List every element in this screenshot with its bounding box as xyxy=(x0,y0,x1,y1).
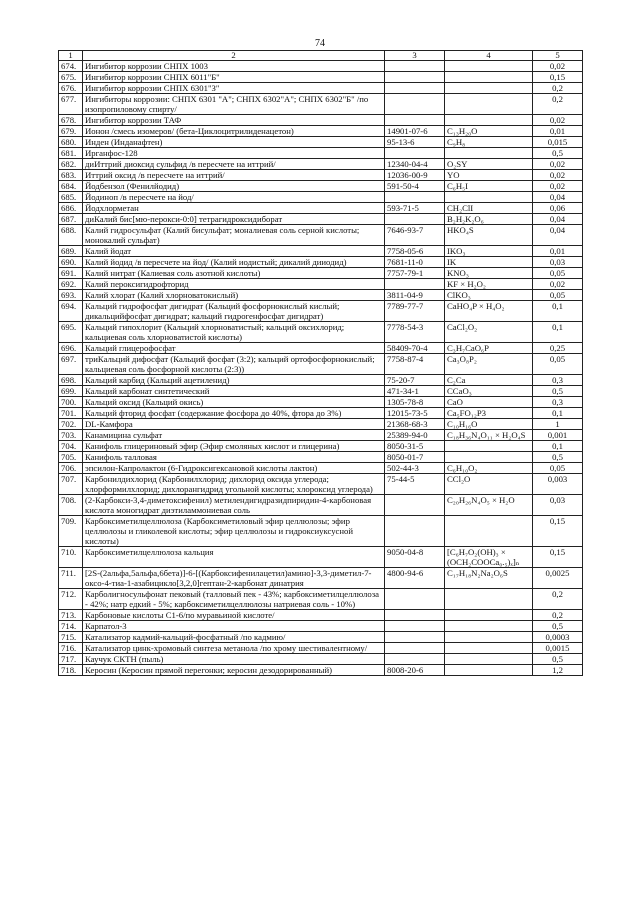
substance-name: Калий нитрат (Калиевая соль азотной кислоты) xyxy=(83,268,385,279)
table-row xyxy=(59,83,583,94)
limit-value: 1 xyxy=(533,419,583,430)
substance-name: Ингибитор коррозии ТАФ xyxy=(83,115,385,126)
limit-value: 0,06 xyxy=(533,203,583,214)
table-row xyxy=(59,621,583,632)
table-row xyxy=(59,257,583,268)
table-row xyxy=(59,343,583,354)
cas-number: 25389-94-0 xyxy=(385,430,445,441)
chemical-formula xyxy=(445,83,533,94)
limit-value: 0,0003 xyxy=(533,632,583,643)
substance-name: Йодбензол (Фенилйодид) xyxy=(83,181,385,192)
col-header-5: 5 xyxy=(533,51,583,61)
col-header-3: 3 xyxy=(385,51,445,61)
table-row xyxy=(59,516,583,547)
cas-number: 8050-31-5 xyxy=(385,441,445,452)
cas-number xyxy=(385,621,445,632)
row-number: 715. xyxy=(59,632,83,643)
table-row xyxy=(59,610,583,621)
table-row xyxy=(59,375,583,386)
substance-name: Карболигносульфонат пековый (талловый пек - 43%; карбоксиметилцеллюлоза - 42%; натр едкий - 5%; карбоксиметилцеллюлозы натриевая соль - 10%) xyxy=(83,589,385,610)
limit-value: 0,5 xyxy=(533,621,583,632)
row-number: 700. xyxy=(59,397,83,408)
cas-number: 7778-54-3 xyxy=(385,322,445,343)
table-row xyxy=(59,589,583,610)
chemical-formula: CaCl₂O₂ xyxy=(445,322,533,343)
row-number: 679. xyxy=(59,126,83,137)
row-number: 689. xyxy=(59,246,83,257)
row-number: 713. xyxy=(59,610,83,621)
limit-value: 0,15 xyxy=(533,516,583,547)
limit-value: 0,3 xyxy=(533,397,583,408)
substance-name: триКальций дифосфат (Кальций фосфат (3:2); кальций ортофосфорнокислый; кальциевая соль фосфорной кислоты (2:3)) xyxy=(83,354,385,375)
row-number: 718. xyxy=(59,665,83,676)
limit-value: 0,04 xyxy=(533,192,583,203)
limit-value: 0,02 xyxy=(533,61,583,72)
limit-value: 0,015 xyxy=(533,137,583,148)
cas-number xyxy=(385,516,445,547)
row-number: 693. xyxy=(59,290,83,301)
table-row xyxy=(59,495,583,516)
chemical-formula xyxy=(445,452,533,463)
substance-name: Карбоксиметилцеллюлоза (Карбоксиметиловый эфир целлюлозы; эфир целлюлозы и гликолевой кислоты; эфир целлюлозы и гидроксиуксусной кислоты) xyxy=(83,516,385,547)
cas-number xyxy=(385,589,445,610)
limit-value: 0,01 xyxy=(533,126,583,137)
limit-value: 0,001 xyxy=(533,430,583,441)
cas-number: 7789-77-7 xyxy=(385,301,445,322)
row-number: 716. xyxy=(59,643,83,654)
table-row xyxy=(59,126,583,137)
limit-value: 0,003 xyxy=(533,474,583,495)
col-header-2: 2 xyxy=(83,51,385,61)
limit-value: 0,05 xyxy=(533,290,583,301)
row-number: 695. xyxy=(59,322,83,343)
row-number: 676. xyxy=(59,83,83,94)
cas-number: 7757-79-1 xyxy=(385,268,445,279)
cas-number xyxy=(385,61,445,72)
limit-value: 0,04 xyxy=(533,225,583,246)
substance-name: диИттрий диоксид сульфид /в пересчете на иттрий/ xyxy=(83,159,385,170)
col-header-4: 4 xyxy=(445,51,533,61)
cas-number: 471-34-1 xyxy=(385,386,445,397)
cas-number: 12036-00-9 xyxy=(385,170,445,181)
limit-value: 0,02 xyxy=(533,170,583,181)
substance-name: Калий гидросульфат (Калий бисульфат; моналиевая соль серной кислоты; монокалий сульфат) xyxy=(83,225,385,246)
chemical-formula xyxy=(445,589,533,610)
chemical-formula: B₂H₂K₂O₆ xyxy=(445,214,533,225)
substance-name: Ингибитор коррозии СНПХ 6011"Б" xyxy=(83,72,385,83)
cas-number: 12340-04-4 xyxy=(385,159,445,170)
table-row xyxy=(59,665,583,676)
substance-name: Ингибитор коррозии СНПХ 6301"З" xyxy=(83,83,385,94)
substance-name: Калий йодат xyxy=(83,246,385,257)
substance-name: [2S-(2альфа,5альфа,6бета)]-6-[(Карбоксифенилацетил)амино]-3,3-диметил-7-оксо-4-тиа-1-азабицикло[3,2,0]гептан-2-карбонат динатрия xyxy=(83,568,385,589)
substance-name: Ингибитор коррозии СНПХ 1003 xyxy=(83,61,385,72)
cas-number xyxy=(385,94,445,115)
table-row xyxy=(59,419,583,430)
substance-name: Инден (Инданафтен) xyxy=(83,137,385,148)
row-number: 678. xyxy=(59,115,83,126)
substance-name: Йодиноп /в пересчете на йод/ xyxy=(83,192,385,203)
chemical-formula: CH₂ClI xyxy=(445,203,533,214)
row-number: 709. xyxy=(59,516,83,547)
table-row xyxy=(59,654,583,665)
cas-number: 502-44-3 xyxy=(385,463,445,474)
limit-value: 0,03 xyxy=(533,257,583,268)
substance-name: Калий йодид /в пересчете на йод/ (Калий иодистый; дикалий дииодид) xyxy=(83,257,385,268)
table-row xyxy=(59,568,583,589)
table-row xyxy=(59,397,583,408)
row-number: 694. xyxy=(59,301,83,322)
limit-value: 0,2 xyxy=(533,83,583,94)
substance-name: Кальций оксид (Кальций окись) xyxy=(83,397,385,408)
limit-value: 0,05 xyxy=(533,354,583,375)
chemical-formula: C₆H₅I xyxy=(445,181,533,192)
table-row xyxy=(59,94,583,115)
row-number: 711. xyxy=(59,568,83,589)
chemical-formula xyxy=(445,516,533,547)
cas-number: 7681-11-0 xyxy=(385,257,445,268)
cas-number xyxy=(385,610,445,621)
chemical-formula: Ca₅FO₁₂P3 xyxy=(445,408,533,419)
row-number: 677. xyxy=(59,94,83,115)
table-row xyxy=(59,214,583,225)
cas-number: 7758-05-6 xyxy=(385,246,445,257)
cas-number xyxy=(385,214,445,225)
substance-name: Карбоксиметилцеллюлоза кальция xyxy=(83,547,385,568)
row-number: 683. xyxy=(59,170,83,181)
row-number: 692. xyxy=(59,279,83,290)
cas-number: 12015-73-5 xyxy=(385,408,445,419)
substance-name: Кальций карбид (Кальций ацетиленид) xyxy=(83,375,385,386)
cas-number: 591-50-4 xyxy=(385,181,445,192)
substance-name: эпсилон-Капролактон (6-Гидроксигексановой кислоты лактон) xyxy=(83,463,385,474)
table-row xyxy=(59,246,583,257)
substance-name: DL-Камфора xyxy=(83,419,385,430)
cas-number xyxy=(385,72,445,83)
cas-number: 9050-04-8 xyxy=(385,547,445,568)
substance-name: Карбоновые кислоты С1-6/по муравьиной кислоте/ xyxy=(83,610,385,621)
chemical-formula: [C₆H₇O₂(OH)₃ × (OCH₂COOCa₀.₅)ₓ]ₙ xyxy=(445,547,533,568)
chemical-formula: C₁₇H₁₈N₂Na₂O₆S xyxy=(445,568,533,589)
chemical-formula xyxy=(445,665,533,676)
chemical-formula: KNO₃ xyxy=(445,268,533,279)
cas-number: 95-13-6 xyxy=(385,137,445,148)
substance-name: Карбонилдихлорид (Карбонилхлорид; дихлорид оксида углерода; хлорформилхлорид; дихлорангидрид угольной кислоты; хлороксид углерода) xyxy=(83,474,385,495)
row-number: 686. xyxy=(59,203,83,214)
table-row xyxy=(59,170,583,181)
table-row xyxy=(59,463,583,474)
limit-value: 0,01 xyxy=(533,246,583,257)
substance-name: (2-Карбокси-3,4-диметоксифенил) метилендигидразидпиридин-4-карбоновая кислота моногидрат диэтиламмониевая соль xyxy=(83,495,385,516)
row-number: 699. xyxy=(59,386,83,397)
limit-value: 0,1 xyxy=(533,322,583,343)
chemical-formula: C₉H₈ xyxy=(445,137,533,148)
col-header-1: 1 xyxy=(59,51,83,61)
table-row xyxy=(59,643,583,654)
chemical-formula: IK xyxy=(445,257,533,268)
page-number: 74 xyxy=(315,38,325,49)
table-row xyxy=(59,137,583,148)
limit-value: 0,05 xyxy=(533,463,583,474)
cas-number xyxy=(385,192,445,203)
chemical-formula xyxy=(445,94,533,115)
cas-number xyxy=(385,279,445,290)
row-number: 705. xyxy=(59,452,83,463)
row-number: 675. xyxy=(59,72,83,83)
substance-name: Канамицина сульфат xyxy=(83,430,385,441)
substance-name: диКалий бис[мю-перокси-0:0] тетрагидроксидиборат xyxy=(83,214,385,225)
row-number: 714. xyxy=(59,621,83,632)
row-number: 701. xyxy=(59,408,83,419)
limit-value: 0,02 xyxy=(533,159,583,170)
row-number: 690. xyxy=(59,257,83,268)
cas-number: 4800-94-6 xyxy=(385,568,445,589)
row-number: 687. xyxy=(59,214,83,225)
row-number: 685. xyxy=(59,192,83,203)
row-number: 712. xyxy=(59,589,83,610)
substance-name: Катализатор кадмий-кальций-фосфатный /по кадмию/ xyxy=(83,632,385,643)
substance-name: Калий пероксигидрофторид xyxy=(83,279,385,290)
cas-number xyxy=(385,148,445,159)
chemical-formula xyxy=(445,632,533,643)
row-number: 708. xyxy=(59,495,83,516)
table-row xyxy=(59,474,583,495)
substance-name: Кальций гипохлорит (Кальций хлорноватистый; кальций оксихлорид; кальциевая соль хлорноватистой кислоты) xyxy=(83,322,385,343)
substance-table xyxy=(58,50,583,676)
header-row xyxy=(59,51,583,61)
table-row xyxy=(59,148,583,159)
table-row xyxy=(59,72,583,83)
limit-value: 0,04 xyxy=(533,214,583,225)
row-number: 696. xyxy=(59,343,83,354)
table-row xyxy=(59,322,583,343)
limit-value: 0,25 xyxy=(533,343,583,354)
table-row xyxy=(59,290,583,301)
table-row xyxy=(59,203,583,214)
limit-value: 0,1 xyxy=(533,301,583,322)
substance-name: Канифоль талловая xyxy=(83,452,385,463)
cas-number: 14901-07-6 xyxy=(385,126,445,137)
chemical-formula xyxy=(445,61,533,72)
table-row xyxy=(59,115,583,126)
limit-value: 0,1 xyxy=(533,408,583,419)
substance-name: Карпатол-3 xyxy=(83,621,385,632)
limit-value: 0,0025 xyxy=(533,568,583,589)
cas-number xyxy=(385,495,445,516)
chemical-formula: CCaO₃ xyxy=(445,386,533,397)
substance-name: Катализатор цинк-хромовый синтеза метанола /по хрому шестивалентному/ xyxy=(83,643,385,654)
table-row xyxy=(59,354,583,375)
cas-number: 1305-78-8 xyxy=(385,397,445,408)
cas-number: 3811-04-9 xyxy=(385,290,445,301)
chemical-formula: O₂SY xyxy=(445,159,533,170)
limit-value: 0,05 xyxy=(533,268,583,279)
table-row xyxy=(59,441,583,452)
table-row xyxy=(59,632,583,643)
limit-value: 0,2 xyxy=(533,94,583,115)
chemical-formula: C₆H₁₀O₂ xyxy=(445,463,533,474)
chemical-formula xyxy=(445,610,533,621)
chemical-formula: ClKO₃ xyxy=(445,290,533,301)
limit-value: 0,5 xyxy=(533,386,583,397)
table-row xyxy=(59,408,583,419)
cas-number: 7646-93-7 xyxy=(385,225,445,246)
table-row xyxy=(59,225,583,246)
substance-name: Иттрий оксид /в пересчете на иттрий/ xyxy=(83,170,385,181)
chemical-formula: IKO₃ xyxy=(445,246,533,257)
table-row xyxy=(59,301,583,322)
limit-value: 0,2 xyxy=(533,610,583,621)
table-row xyxy=(59,159,583,170)
table-row xyxy=(59,386,583,397)
chemical-formula: C₂₀H₂₆N₄O₅ × H₂O xyxy=(445,495,533,516)
chemical-formula xyxy=(445,654,533,665)
limit-value: 0,03 xyxy=(533,495,583,516)
row-number: 707. xyxy=(59,474,83,495)
cas-number xyxy=(385,643,445,654)
row-number: 681. xyxy=(59,148,83,159)
row-number: 698. xyxy=(59,375,83,386)
limit-value: 0,5 xyxy=(533,654,583,665)
row-number: 703. xyxy=(59,430,83,441)
substance-name: Керосин (Керосин прямой перегонки; керосин дезодорированный) xyxy=(83,665,385,676)
chemical-formula xyxy=(445,643,533,654)
cas-number: 8050-01-7 xyxy=(385,452,445,463)
limit-value: 0,02 xyxy=(533,279,583,290)
cas-number xyxy=(385,632,445,643)
chemical-formula: C₁₃H₂₀O xyxy=(445,126,533,137)
limit-value: 0,5 xyxy=(533,148,583,159)
row-number: 680. xyxy=(59,137,83,148)
cas-number xyxy=(385,115,445,126)
substance-name: Ингибиторы коррозии: СНПХ 6301 "А"; СНПХ 6302"А"; СНПХ 6302"Б" /по изопропиловому спирту/ xyxy=(83,94,385,115)
chemical-formula xyxy=(445,148,533,159)
substance-name: Кальций гидрофосфат дигидрат (Кальций фосфорнокислый кислый; дикальцийфосфат дигидрат; кальций гидрогенфосфат дигидрат) xyxy=(83,301,385,322)
cas-number: 7758-87-4 xyxy=(385,354,445,375)
substance-name: Кальций фторид фосфат (содержание фосфора до 40%, фтора до 3%) xyxy=(83,408,385,419)
row-number: 697. xyxy=(59,354,83,375)
chemical-formula xyxy=(445,441,533,452)
table-row xyxy=(59,279,583,290)
row-number: 704. xyxy=(59,441,83,452)
limit-value: 0,02 xyxy=(533,181,583,192)
substance-name: Ирганфос-128 xyxy=(83,148,385,159)
chemical-formula: C₃H₇CaO₆P xyxy=(445,343,533,354)
chemical-formula: Ca₃O₈P₂ xyxy=(445,354,533,375)
chemical-formula: HKO₄S xyxy=(445,225,533,246)
cas-number: 8008-20-6 xyxy=(385,665,445,676)
chemical-formula: C₁₀H₁₆O xyxy=(445,419,533,430)
substance-name: Кальций глицерофосфат xyxy=(83,343,385,354)
cas-number: 75-20-7 xyxy=(385,375,445,386)
cas-number xyxy=(385,83,445,94)
limit-value: 0,1 xyxy=(533,441,583,452)
chemical-formula: C₁₈H₃₆N₄O₁₁ × H₂O₄S xyxy=(445,430,533,441)
cas-number: 593-71-5 xyxy=(385,203,445,214)
substance-name: Ионон /смесь изомеров/ (бета-Циклоцитрилиденацетон) xyxy=(83,126,385,137)
row-number: 682. xyxy=(59,159,83,170)
chemical-formula: CCl₂O xyxy=(445,474,533,495)
limit-value: 0,2 xyxy=(533,589,583,610)
table-row xyxy=(59,192,583,203)
limit-value: 0,15 xyxy=(533,547,583,568)
chemical-formula xyxy=(445,192,533,203)
cas-number: 75-44-5 xyxy=(385,474,445,495)
table-row xyxy=(59,452,583,463)
chemical-formula: KF × H₂O₂ xyxy=(445,279,533,290)
table-row xyxy=(59,268,583,279)
row-number: 684. xyxy=(59,181,83,192)
row-number: 706. xyxy=(59,463,83,474)
chemical-formula: C₂Ca xyxy=(445,375,533,386)
limit-value: 0,3 xyxy=(533,375,583,386)
limit-value: 0,15 xyxy=(533,72,583,83)
chemical-formula xyxy=(445,621,533,632)
substance-name: Калий хлорат (Калий хлорноватокислый) xyxy=(83,290,385,301)
cas-number xyxy=(385,654,445,665)
limit-value: 0,02 xyxy=(533,115,583,126)
chemical-formula: YO xyxy=(445,170,533,181)
row-number: 674. xyxy=(59,61,83,72)
substance-name: Йодхлорметан xyxy=(83,203,385,214)
substance-name: Каучук СКТН (пыль) xyxy=(83,654,385,665)
substance-name: Кальций карбонат синтетический xyxy=(83,386,385,397)
row-number: 710. xyxy=(59,547,83,568)
cas-number: 21368-68-3 xyxy=(385,419,445,430)
chemical-formula xyxy=(445,72,533,83)
table-row xyxy=(59,181,583,192)
row-number: 691. xyxy=(59,268,83,279)
limit-value: 0,0015 xyxy=(533,643,583,654)
chemical-formula xyxy=(445,115,533,126)
substance-name: Канифоль глицериновый эфир (Эфир смоляных кислот и глицерина) xyxy=(83,441,385,452)
cas-number: 58409-70-4 xyxy=(385,343,445,354)
limit-value: 0,5 xyxy=(533,452,583,463)
chemical-formula: CaO xyxy=(445,397,533,408)
table-row xyxy=(59,430,583,441)
limit-value: 1,2 xyxy=(533,665,583,676)
table-row xyxy=(59,547,583,568)
chemical-formula: CaHO₄P × H₄O₂ xyxy=(445,301,533,322)
row-number: 717. xyxy=(59,654,83,665)
table-row xyxy=(59,61,583,72)
row-number: 688. xyxy=(59,225,83,246)
row-number: 702. xyxy=(59,419,83,430)
